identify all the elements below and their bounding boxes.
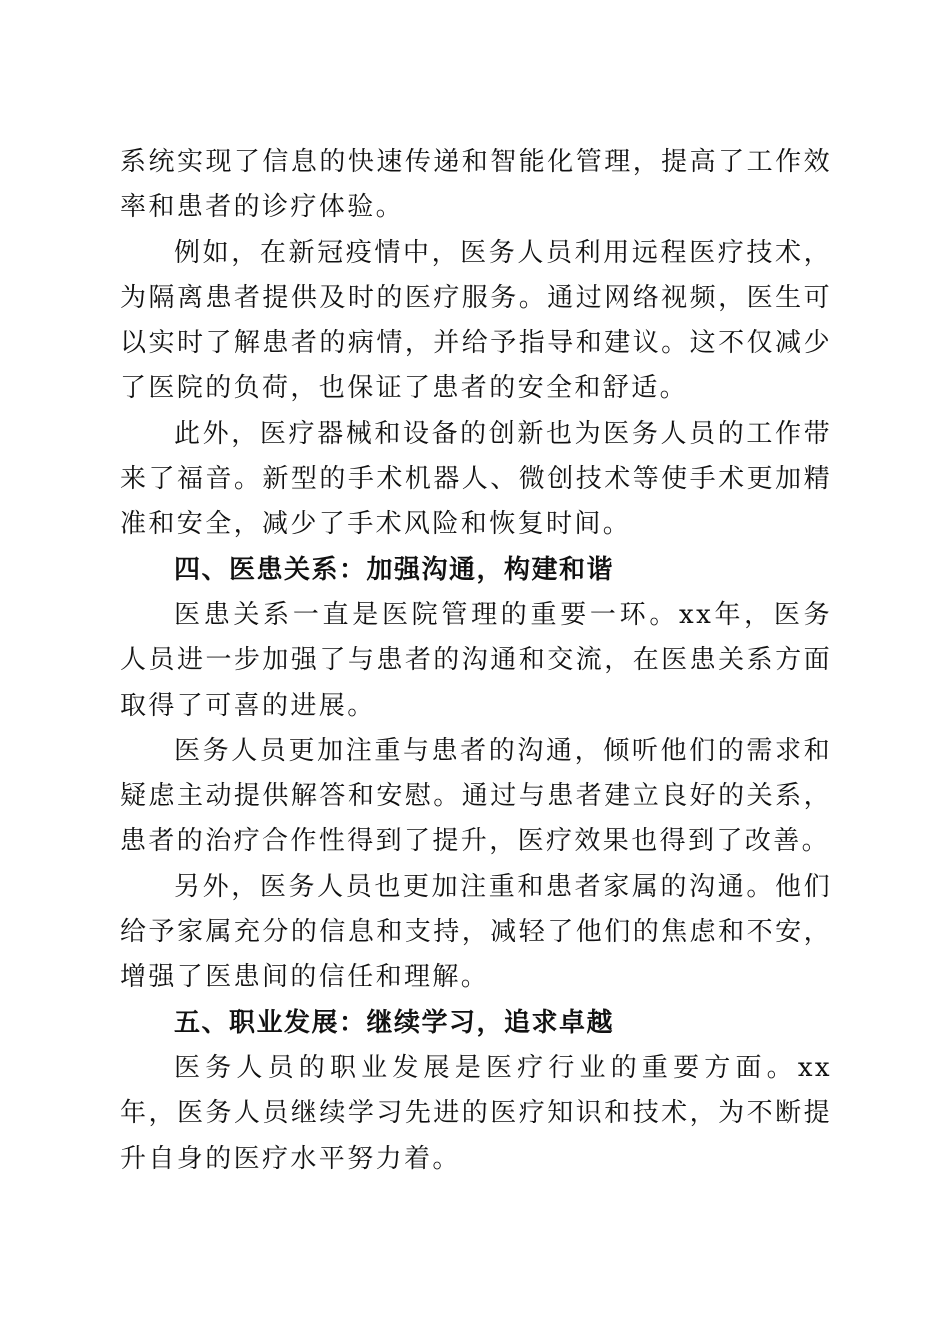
section-heading-5: 五、职业发展：继续学习，追求卓越	[174, 1007, 615, 1038]
paragraph-4: 医患关系一直是医院管理的重要一环。xx年，医务人员进一步加强了与患者的沟通和交流，在医患关系方面取得了可喜的进展。	[120, 599, 832, 721]
paragraph-5: 医务人员更加注重与患者的沟通，倾听他们的需求和疑虑主动提供解答和安慰。通过与患者建立良好的关系，患者的治疗合作性得到了提升，医疗效果也得到了改善。	[120, 735, 832, 857]
paragraph-3: 此外，医疗器械和设备的创新也为医务人员的工作带来了福音。新型的手术机器人、微创技术等使手术更加精准和安全，减少了手术风险和恢复时间。	[120, 418, 832, 540]
section-heading-4: 四、医患关系：加强沟通，构建和谐	[174, 554, 615, 585]
paragraph-6: 另外，医务人员也更加注重和患者家属的沟通。他们给予家属充分的信息和支持，减轻了他们的焦虑和不安，增强了医患间的信任和理解。	[120, 871, 832, 993]
paragraph-1: 系统实现了信息的快速传递和智能化管理，提高了工作效率和患者的诊疗体验。	[120, 147, 832, 223]
document-body	[120, 140, 832, 1182]
paragraph-7: 医务人员的职业发展是医疗行业的重要方面。xx年，医务人员继续学习先进的医疗知识和技术，为不断提升自身的医疗水平努力着。	[120, 1052, 832, 1174]
paragraph-2: 例如，在新冠疫情中，医务人员利用远程医疗技术，为隔离患者提供及时的医疗服务。通过网络视频，医生可以实时了解患者的病情，并给予指导和建议。这不仅减少了医院的负荷，也保证了患者的安全和舒适。	[120, 237, 832, 404]
